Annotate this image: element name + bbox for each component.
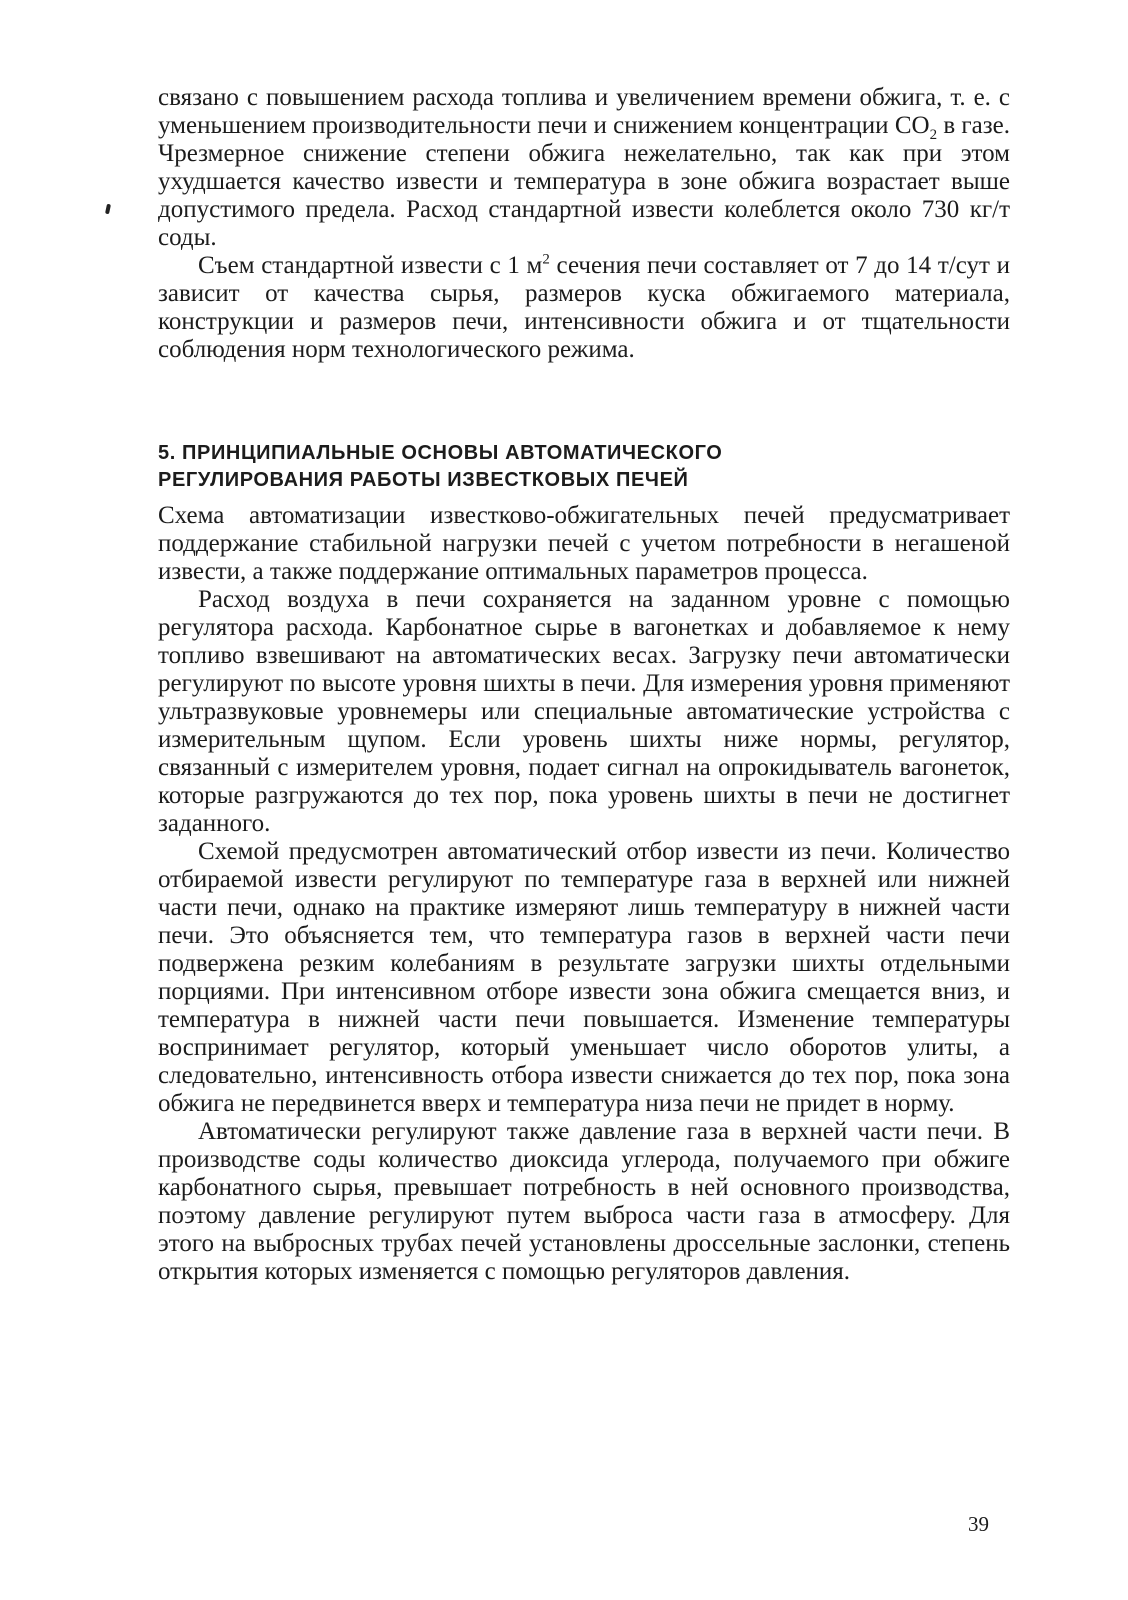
section-heading [158, 440, 1010, 494]
page-number: 39 [968, 1512, 989, 1536]
paragraph-scheme: Схема автоматизации известково-обжигательных печей предусматривает поддержание стабильной нагрузки печей с учетом потребности в негашеной извести, а также поддержание оптимальных параметров процесса. [158, 502, 1010, 585]
paragraph-text: в газе. Чрезмерное снижение степени обжига нежелательно, так как при этом ухудшается качество извести и температура в зоне обжига возрастает выше допустимого предела. Расход стандартной извести колеблется около 730 кг/т соды. [158, 112, 1010, 251]
paragraph-text: Съем стандартной извести с 1 м [198, 252, 543, 279]
section-heading-line-1: 5. ПРИНЦИПИАЛЬНЫЕ ОСНОВЫ АВТОМАТИЧЕСКОГО [158, 442, 723, 464]
paragraph-gas-pressure: Автоматически регулируют также давление газа в верхней части печи. В производстве соды количество диоксида углерода, получаемого при обжиге карбонатного сырья, превышает потребность в ней основного производства, поэтому давление регулируют путем выброса части газа в атмосферу. Для этого на выбросных трубах печей установлены дроссельные заслонки, степень открытия которых изменяется с помощью регуляторов давления. [158, 1118, 1010, 1285]
subscript: 2 [929, 127, 938, 143]
paragraph-text: сечения печи составляет от 7 до 14 т/сут и зависит от качества сырья, размеров куска обжигаемого материала, конструкции и размеров печи, интенсивности обжига и от тщательности соблюдения норм технологического режима. [158, 252, 1010, 363]
paragraph-air-flow: Расход воздуха в печи сохраняется на заданном уровне с помощью регулятора расхода. Карбонатное сырье в вагонетках и добавляемое к нему топливо взвешивают на автоматических весах. Загрузку печи автоматически регулируют по высоте уровня шихты в печи. Для измерения уровня применяют ультразвуковые уровнемеры или специальные автоматические устройства с измерительным щупом. Если уровень шихты ниже нормы, регулятор, связанный с измерителем уровня, подает сигнал на опрокидыватель вагонеток, которые разгружаются до тех пор, пока уровень шихты в печи не достигнет заданного. [158, 586, 1010, 837]
paragraph-yield [158, 252, 1010, 364]
paragraph-lime-extraction: Схемой предусмотрен автоматический отбор извести из печи. Количество отбираемой извести регулируют по температуре газа в верхней или нижней части печи, однако на практике измеряют лишь температуру в нижней части печи. Это объясняется тем, что температура газов в верхней части печи подвержена резким колебаниям в результате загрузки шихты отдельными порциями. При интенсивном отборе извести зона обжига смещается вниз, и температура в нижней части печи повышается. Изменение температуры воспринимает регулятор, который уменьшает число оборотов улиты, а следовательно, интенсивность отбора извести снижается до тех пор, пока зона обжига не передвинется вверх и температура низа печи не придет в норму. [158, 838, 1010, 1117]
section-heading-line-2: РЕГУЛИРОВАНИЯ РАБОТЫ ИЗВЕСТКОВЫХ ПЕЧЕЙ [158, 469, 689, 491]
paragraph-text: связано с повышением расхода топлива и увеличением времени обжига, т. е. с уменьшением производительности печи и снижением концентрации CO [158, 84, 1010, 139]
section-body [158, 502, 1010, 1286]
superscript: 2 [542, 251, 550, 268]
paragraph-continuation [158, 84, 1010, 252]
margin-mark [105, 204, 111, 215]
top-text-block [158, 84, 1010, 364]
